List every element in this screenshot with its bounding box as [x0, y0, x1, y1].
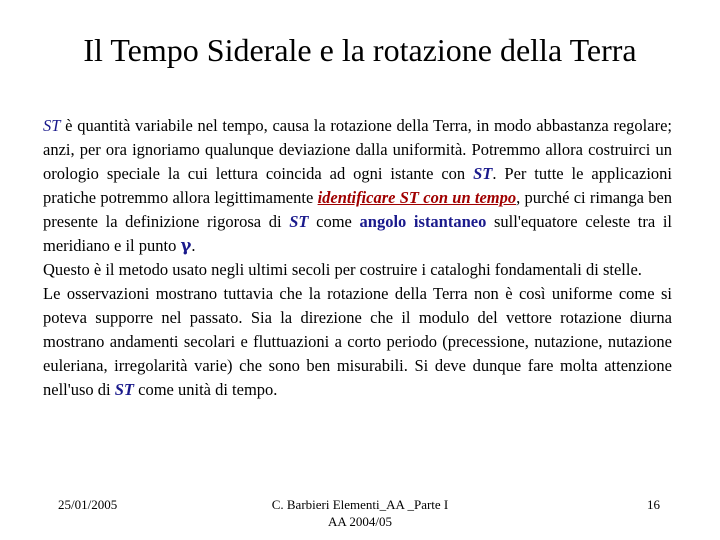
slide-body [43, 114, 672, 402]
st-term: ST [289, 212, 309, 231]
slide-title: Il Tempo Siderale e la rotazione della Terra [83, 32, 637, 68]
highlight-angolo: angolo istantaneo [359, 212, 487, 231]
footer-date: 25/01/2005 [58, 497, 118, 512]
paragraph-1 [43, 114, 672, 258]
paragraph-2: Questo è il metodo usato negli ultimi secoli per costruire i cataloghi fondamentali di stelle. [43, 260, 642, 279]
st-term: ST [114, 380, 134, 399]
text-run: . [191, 236, 196, 255]
gamma-symbol: γ [180, 236, 192, 255]
st-term: ST [43, 116, 61, 135]
text-run: come [308, 212, 360, 231]
st-term: ST [473, 164, 493, 183]
text-run: . Per tutte le applicazioni pratiche potremmo allora legittimamente [43, 164, 672, 207]
paragraph-3 [43, 282, 672, 402]
text-run: , purché ci rimanga ben presente la definizione rigorosa di [43, 188, 673, 231]
text-run: Le osservazioni mostrano tuttavia che la rotazione della Terra non è così uniforme come si poteva supporre nel passato. Sia la direzione che il modulo del vettore rotazione diurna mostrano andamenti secolari e fluttuazioni a corto periodo (precessione, nutazione, nutazione euleriana, irregolarità varie) che sono ben misurabili. Si deve dunque fare molta attenzione nell'uso di [43, 284, 672, 399]
text-run: come unità di tempo. [134, 380, 278, 399]
footer-year: AA 2004/05 [328, 514, 392, 529]
text-run: sull'equatore celeste tra il meridiano e il punto [43, 212, 673, 255]
highlight-identificare: identificare ST con un tempo [317, 188, 517, 207]
page-number: 16 [647, 497, 660, 512]
text-run: è quantità variabile nel tempo, causa la rotazione della Terra, in modo abbastanza regolare; anzi, per ora ignoriamo qualunque deviazione dalla uniformità. Potremmo allora costruirci un orologio speciale la cui lettura coincida ad ogni istante con [43, 116, 672, 183]
footer-credits [0, 496, 720, 530]
footer-author: C. Barbieri Elementi_AA _Parte I [271, 497, 449, 512]
